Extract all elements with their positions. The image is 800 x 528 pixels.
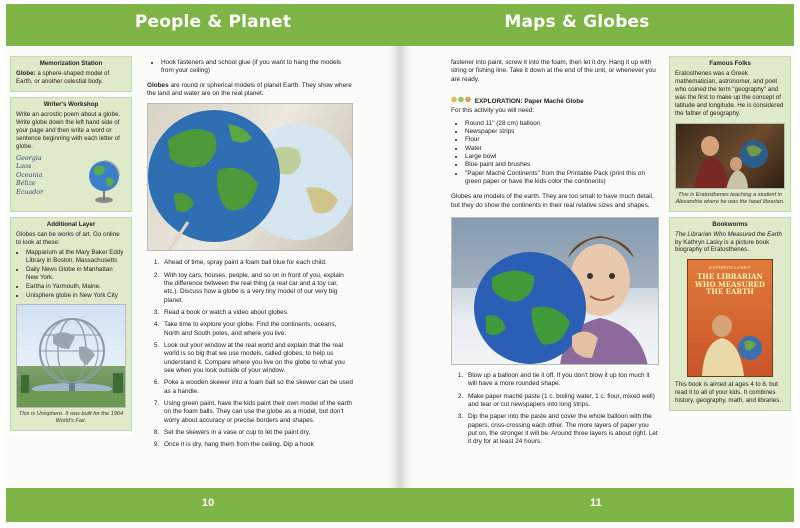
globes-term: Globes [147,81,169,89]
book-cover-art [688,306,773,376]
continued-paragraph: fastener into paint, screw it into the foam, then let it dry. Hang it up with string or fishing line. Take it down at the end of the unit, or whenever you are ready. [451,59,656,83]
supplies-continued-list [147,59,353,76]
acrostic-line: Belize [16,179,36,188]
eratosthenes-caption: This is Eratosthenes teaching a student in Alexandria where he was the head librarian. [675,191,785,205]
book-cover-author: KATHRYN LASKY [709,265,751,271]
bookworms-heading: Bookworms [712,220,748,228]
step-item: 1. Blow up a balloon and tie it off. If you don't blow it up too much it will have a more rounded shape. [465,372,659,389]
list-item: • Blue paint and brushes [465,161,659,169]
acrostic-line: Georgia [16,153,42,162]
exploration-heading: EXPLORATION: Paper Maché Globe [474,97,584,105]
writers-workshop-box [10,97,132,212]
unisphere-illustration [17,305,126,408]
additional-layer-box [10,217,132,431]
globe-definition: a sphere-shaped model of Earth, or another celestial body. [16,70,110,85]
step-item: 1. Ahead of time, spray paint a foam ball blue for each child. [161,259,353,267]
book-title: The Librarian Who Measured the Earth [675,230,782,238]
left-page-title: People & Planet [134,12,292,32]
memorization-heading: Memorization Station [39,60,103,67]
list-item: • "Paper Maché Continents" from the Printable Pack (print this on green paper or have the kids color the continents) [465,170,659,187]
writers-workshop-heading: Writer's Workshop [43,100,99,108]
right-footer-bar [400,488,794,522]
left-footer-bar [6,488,400,522]
left-page-number: 10 [202,497,215,509]
step-item: 5. Look out your window at the real world and explain that the real world is so big that we use models, called globes, to help us understand it. Compare where you live on the globe to what you see when you look outside of your window. [161,342,353,375]
list-item: • Newspaper strips [465,128,659,136]
step-item: 3. Read a book or watch a video about globes. [161,309,353,317]
acrostic-area [16,154,126,206]
right-steps-list [451,372,659,447]
right-page [400,4,794,522]
list-item: • Eartha in Yarmouth, Maine. [26,283,126,291]
eratosthenes-painting [675,123,785,189]
memorization-station-box [10,56,132,92]
left-title-bar [6,4,400,46]
memorization-definition [16,70,126,86]
list-item: • Round 11" (28 cm) balloon [465,120,659,128]
globes-note-paragraph: Globes are models of the earth. They are too small to have much detail, but they do show the continents in their real relative sizes and shapes. [451,193,654,209]
supplies-list [451,120,659,187]
paper-mache-globe-photo [451,217,659,365]
step-item: 2. Make paper maché paste (1 c. boiling water, 1 c. flour, mixed well) and tear or cut newspapers into long strips. [465,393,659,410]
right-sidebar [669,56,791,416]
right-title-bar [400,4,794,46]
left-steps-list [147,259,353,449]
exploration-heading-row [451,96,659,106]
writers-workshop-text: Write an acrostic poem about a globe. Write globe down the left hand side of your page and then write a word or sentence beginning with each letter of globe. [16,110,121,150]
acrostic-line: Laos [16,162,32,171]
small-globe-icon [84,158,124,204]
list-item: • Daily News Globe in Manhattan New York. [26,266,126,282]
list-item: • Unisphere globe in New York City [26,292,126,300]
step-item: 2. With toy cars, houses, people, and so on in front of you, explain the difference between the real thing (a real car and a toy car, etc.). Discuss how a globe is a very tiny model of our very big planet. [161,272,353,305]
famous-folks-text: Eratosthenes was a Greek mathematician, astronomer, and poet who coined the term "geography" and was the first to make up the concept of latitude and longitude. He is considered the father of geography. [675,70,784,117]
list-item: • Water [465,145,659,153]
list-item: • Hook fasteners and school glue (if you want to hang the models from your ceiling) [161,59,353,76]
exploration-dots-icon [451,96,473,106]
bookworms-text: This book is aimed at ages 4 to 8, but read it to all of your kids. It combines history, geography, math, and libraries. [675,381,782,405]
foam-globes-illustration [148,104,353,251]
acrostic-line: Oceania [16,170,43,179]
step-item: 7. Using green paint, have the kids paint their own model of the earth on the foam balls. They can use the globe as a model, but don't worry about accuracy or precise borders and shapes. [161,400,353,425]
right-page-number: 11 [590,497,602,509]
left-sidebar [10,56,132,436]
globes-paragraph [147,82,353,99]
book-author-text: by Kathryn Lasky is a picture book biography of Eratosthenes. [675,238,770,254]
list-item: • Flour [465,136,659,144]
right-main-content [451,59,659,451]
paper-mache-illustration [452,218,659,365]
step-item: 9. Once it is dry, hang them from the ceiling. Dip a hook [161,441,353,449]
additional-layer-text: Globes can be works of art. Go online to look at these: [16,230,120,246]
book-cover-title: THE LIBRARIAN WHO MEASURED THE EARTH [695,272,765,297]
book-cover [687,259,773,377]
bookworms-intro [675,231,785,255]
globe-term: Globe: [16,70,36,77]
exploration-intro: For this activity you will need: [451,107,535,115]
right-page-title: Maps & Globes [504,12,650,32]
unisphere-photo [16,304,126,408]
acrostic-line: Ecuador [16,188,44,197]
list-item: • Mapparium at the Mary Baker Eddy Library in Boston, Massachusetts [26,249,126,265]
famous-folks-heading: Famous Folks [709,60,751,67]
step-item: 8. Set the skewers in a vase or cup to let the paint dry. [161,429,353,437]
famous-folks-box [669,56,791,212]
step-item: 4. Take time to explore your globe. Find the continents, oceans, North and South poles, and where you live. [161,321,353,338]
additional-layer-heading: Additional Layer [46,220,96,228]
left-main-content [147,59,353,454]
left-page [6,4,400,522]
step-item: 6. Poke a wooden skewer into a foam ball so the skewer can be used as a handle. [161,379,353,396]
eratosthenes-illustration [676,124,785,189]
foam-globes-photo [147,103,353,251]
globes-text: are round or spherical models of planet Earth. They show where the land and water are on the real planet. [147,81,352,97]
step-item: 3. Dip the paper into the paste and cover the whole balloon with the papers, criss-crossing each other. The more layers of paper you put on, the stronger it will be. Around three layers is about right. Let it dry for at least 24 hours. [465,413,659,446]
list-item: • Large bowl [465,153,659,161]
unisphere-caption: This is Unisphere. It was built for the 1964 World's Fair. [18,411,124,425]
additional-layer-list [16,249,126,300]
bookworms-box [669,217,791,412]
